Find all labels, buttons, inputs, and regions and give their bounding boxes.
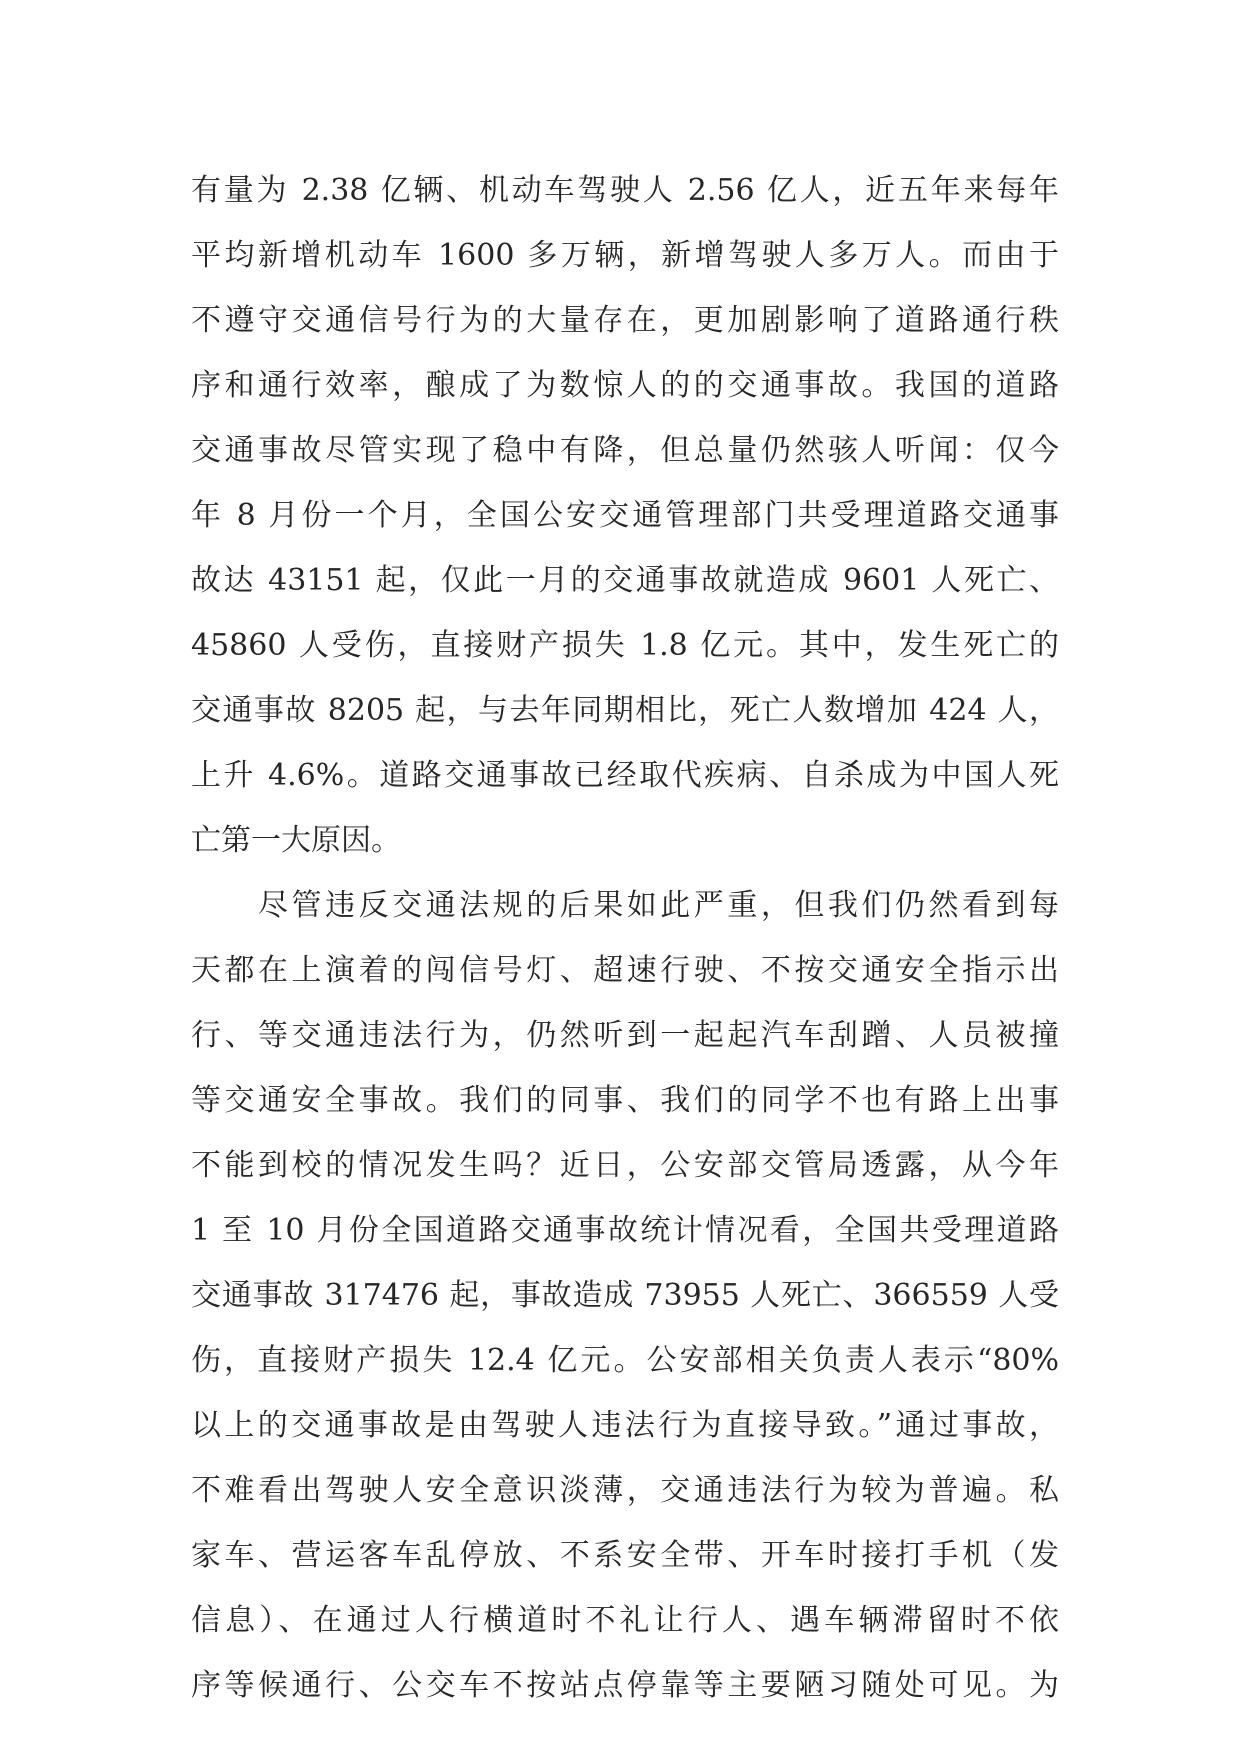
text-line: 序等候通行、公交车不按站点停靠等主要陋习随处可见。为 (191, 1668, 1059, 1703)
text-line: 天都在上演着的闯信号灯、超速行驶、不按交通安全指示出 (191, 953, 1059, 988)
text-line: 不遵守交通信号行为的大量存在，更加剧影响了道路通行秩 (191, 303, 1059, 338)
text-line: 故达 43151 起，仅此一月的交通事故就造成 9601 人死亡、 (191, 563, 1059, 598)
text-line: 交通事故尽管实现了稳中有降，但总量仍然骇人听闻：仅今 (191, 433, 1059, 468)
text-line: 交通事故 8205 起，与去年同期相比，死亡人数增加 424 人， (191, 693, 1059, 728)
text-line: 上升 4.6%。道路交通事故已经取代疾病、自杀成为中国人死 (191, 758, 1059, 793)
text-line: 45860 人受伤，直接财产损失 1.8 亿元。其中，发生死亡的 (191, 628, 1059, 663)
text-line: 信息）、在通过人行横道时不礼让行人、遇车辆滞留时不依 (191, 1603, 1059, 1638)
text-line: 亡第一大原因。 (191, 823, 401, 858)
text-line: 有量为 2.38 亿辆、机动车驾驶人 2.56 亿人，近五年来每年 (191, 173, 1059, 208)
text-line: 尽管违反交通法规的后果如此严重，但我们仍然看到每 (191, 888, 1059, 923)
text-line: 序和通行效率，酿成了为数惊人的的交通事故。我国的道路 (191, 368, 1059, 403)
text-line: 不能到校的情况发生吗？近日，公安部交管局透露，从今年 (191, 1148, 1059, 1183)
paragraph-2 (191, 873, 1059, 1718)
paragraph-1 (191, 158, 1059, 873)
text-line: 行、等交通违法行为，仍然听到一起起汽车刮蹭、人员被撞 (191, 1018, 1059, 1053)
text-line: 等交通安全事故。我们的同事、我们的同学不也有路上出事 (191, 1083, 1059, 1118)
document-body (191, 158, 1059, 1718)
text-line: 年 8 月份一个月，全国公安交通管理部门共受理道路交通事 (191, 498, 1059, 533)
text-line: 平均新增机动车 1600 多万辆，新增驾驶人多万人。而由于 (191, 238, 1059, 273)
text-line: 1 至 10 月份全国道路交通事故统计情况看，全国共受理道路 (191, 1213, 1059, 1248)
text-line: 不难看出驾驶人安全意识淡薄，交通违法行为较为普遍。私 (191, 1473, 1059, 1508)
text-line: 伤，直接财产损失 12.4 亿元。公安部相关负责人表示“80% (191, 1343, 1059, 1378)
text-line: 交通事故 317476 起，事故造成 73955 人死亡、366559 人受 (191, 1278, 1059, 1313)
text-line: 以上的交通事故是由驾驶人违法行为直接导致。”通过事故， (191, 1408, 1059, 1443)
text-line: 家车、营运客车乱停放、不系安全带、开车时接打手机（发 (191, 1538, 1059, 1573)
